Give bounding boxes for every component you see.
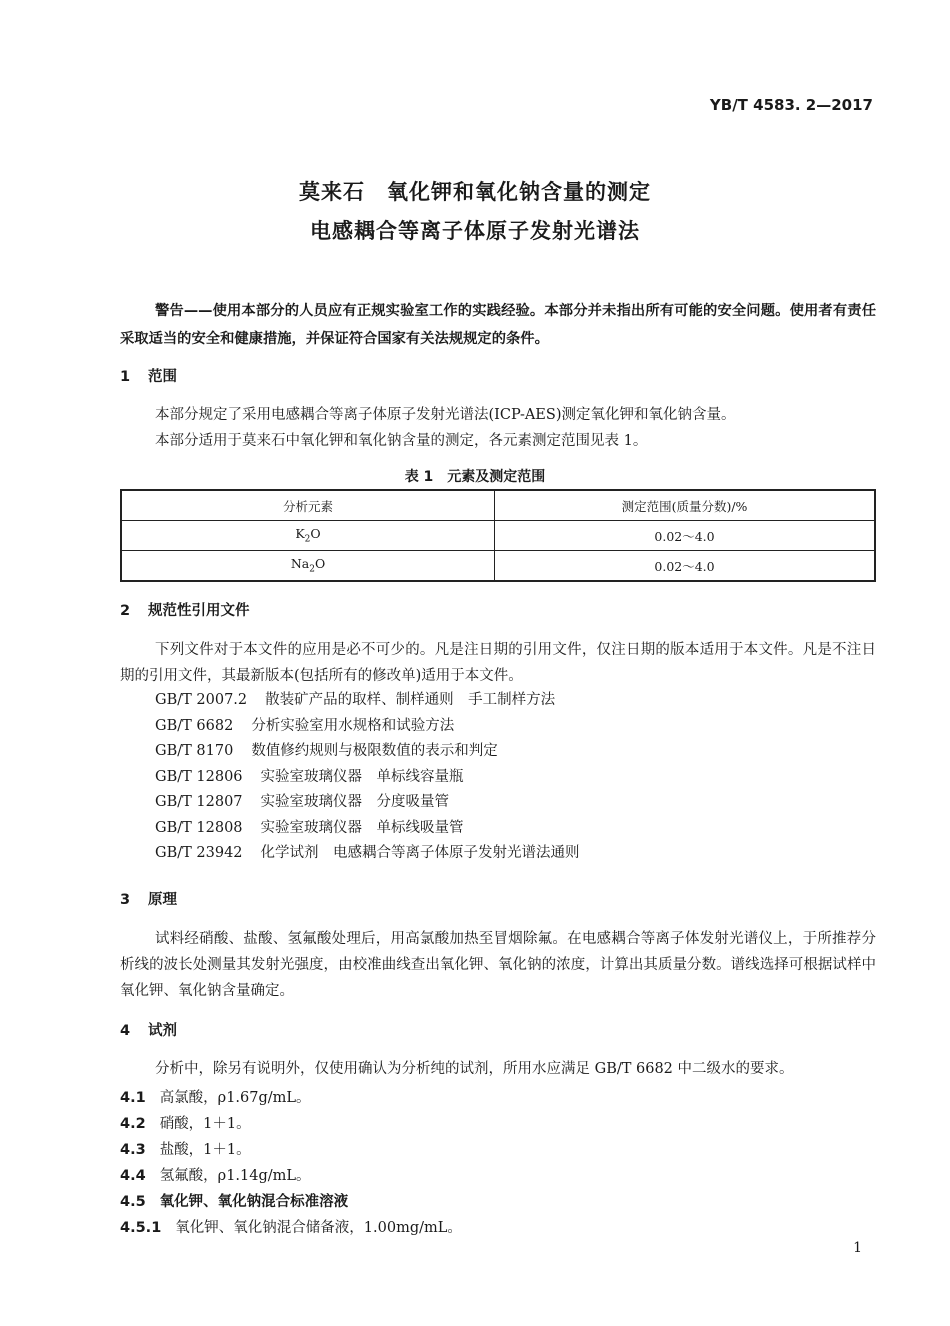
subclause-number: 4.1 [120, 1090, 146, 1106]
subclause-number: 4.5.1 [120, 1220, 162, 1236]
subclause-item [120, 1138, 251, 1159]
section-number: 4 [120, 1023, 131, 1039]
section-3-paragraph: 试料经硝酸、盐酸、氢氟酸处理后，用高氯酸加热至冒烟除氟。在电感耦合等离子体发射光谱仪上，于所推荐分析线的波长处测量其发射光强度，由校准曲线查出氧化钾、氧化钠的浓度，计算出其质量分数。谱线选择可根据试样中氧化钾、氧化钠含量确定。 [120, 931, 876, 999]
reference-code: GB/T 2007.2 [155, 692, 248, 708]
section-number: 1 [120, 369, 131, 385]
section-title: 试剂 [148, 1023, 177, 1039]
table-header-row [121, 490, 875, 521]
reference-item [155, 790, 580, 816]
reference-title: 分析实验室用水规格和试验方法 [251, 717, 455, 734]
subclause-text: 氧化钾、氧化钠混合储备液，1.00mg/mL。 [175, 1220, 462, 1236]
subclause-item [120, 1086, 311, 1107]
subclause-number: 4.3 [120, 1142, 146, 1158]
reference-title: 实验室玻璃仪器 分度吸量管 [260, 794, 450, 810]
section-2-heading [120, 599, 250, 620]
reference-title: 实验室玻璃仪器 单标线容量瓶 [260, 768, 464, 785]
section-number: 2 [120, 603, 131, 619]
reference-code: GB/T 6682 [155, 717, 234, 734]
section-3-heading [120, 888, 177, 909]
reference-code: GB/T 12808 [155, 819, 243, 836]
document-title-line1: 莫来石 氧化钾和氧化钠含量的测定 [299, 180, 651, 204]
reference-title: 数值修约规则与极限数值的表示和判定 [251, 743, 498, 759]
section-1-heading [120, 365, 177, 386]
subclause-text: 高氯酸，ρ1.67g/mL。 [159, 1090, 311, 1106]
table-cell-element: $K_2O$ [121, 521, 495, 551]
section-number: 3 [120, 892, 131, 908]
subclause-number: 4.2 [120, 1116, 146, 1132]
reference-code: GB/T 12806 [155, 768, 243, 785]
reference-item [155, 841, 580, 867]
subclause-item [120, 1112, 251, 1133]
reference-title: 实验室玻璃仪器 单标线吸量管 [260, 819, 464, 836]
subclause-text: 硝酸，1＋1。 [159, 1116, 251, 1132]
section-1-paragraph-1: 本部分规定了采用电感耦合等离子体原子发射光谱法(ICP-AES)测定氧化钾和氧化钠含量。 [155, 407, 736, 423]
table-cell-range: 0.02～4.0 [495, 521, 876, 551]
section-1-paragraph-2: 本部分适用于莫来石中氧化钾和氧化钠含量的测定，各元素测定范围见表 1。 [155, 433, 648, 449]
standard-code: YB/T 4583. 2—2017 [709, 96, 873, 114]
document-title-line2: 电感耦合等离子体原子发射光谱法 [310, 219, 640, 243]
subclause-text: 盐酸，1＋1。 [159, 1142, 251, 1158]
table-cell-range: 0.02～4.0 [495, 551, 876, 582]
subclause-text: 氧化钾、氧化钠混合标准溶液 [159, 1194, 349, 1210]
reference-code: GB/T 12807 [155, 794, 243, 810]
table-caption: 表 1 元素及测定范围 [404, 469, 546, 485]
table-header-cell: 测定范围(质量分数)/% [495, 490, 876, 521]
reference-item [155, 714, 580, 740]
reference-item [155, 765, 580, 791]
section-title: 原理 [148, 892, 177, 908]
section-4-intro: 分析中，除另有说明外，仅使用确认为分析纯的试剂，所用水应满足 GB/T 6682 中二级水的要求。 [155, 1061, 794, 1077]
section-4-heading [120, 1019, 177, 1040]
reference-item [155, 688, 580, 714]
subclause-item [120, 1190, 348, 1211]
subclause-number: 4.5 [120, 1194, 146, 1210]
table-row [121, 521, 875, 551]
reference-list [155, 688, 580, 867]
table-header-cell: 分析元素 [121, 490, 495, 521]
subclause-item [120, 1216, 462, 1237]
section-title: 范围 [148, 369, 177, 385]
section-title: 规范性引用文件 [148, 603, 250, 619]
subclause-text: 氢氟酸，ρ1.14g/mL。 [159, 1168, 311, 1184]
reference-title: 散装矿产品的取样、制样通则 手工制样方法 [265, 692, 556, 708]
page-number: 1 [853, 1240, 862, 1256]
reference-item [155, 739, 580, 765]
subclause-item [120, 1164, 311, 1185]
reference-title: 化学试剂 电感耦合等离子体原子发射光谱法通则 [260, 845, 580, 861]
element-range-table [120, 489, 876, 582]
subclause-number: 4.4 [120, 1168, 146, 1184]
reference-item [155, 816, 580, 842]
table-row [121, 551, 875, 582]
reference-code: GB/T 8170 [155, 743, 234, 759]
section-2-intro: 下列文件对于本文件的应用是必不可少的。凡是注日期的引用文件，仅注日期的版本适用于本文件。凡是不注日期的引用文件，其最新版本(包括所有的修改单)适用于本文件。 [120, 642, 876, 684]
warning-paragraph: 警告——使用本部分的人员应有正规实验室工作的实践经验。本部分并未指出所有可能的安全问题。使用者有责任采取适当的安全和健康措施，并保证符合国家有关法规规定的条件。 [120, 303, 876, 347]
reference-code: GB/T 23942 [155, 845, 243, 861]
table-cell-element: $Na_2O$ [121, 551, 495, 582]
